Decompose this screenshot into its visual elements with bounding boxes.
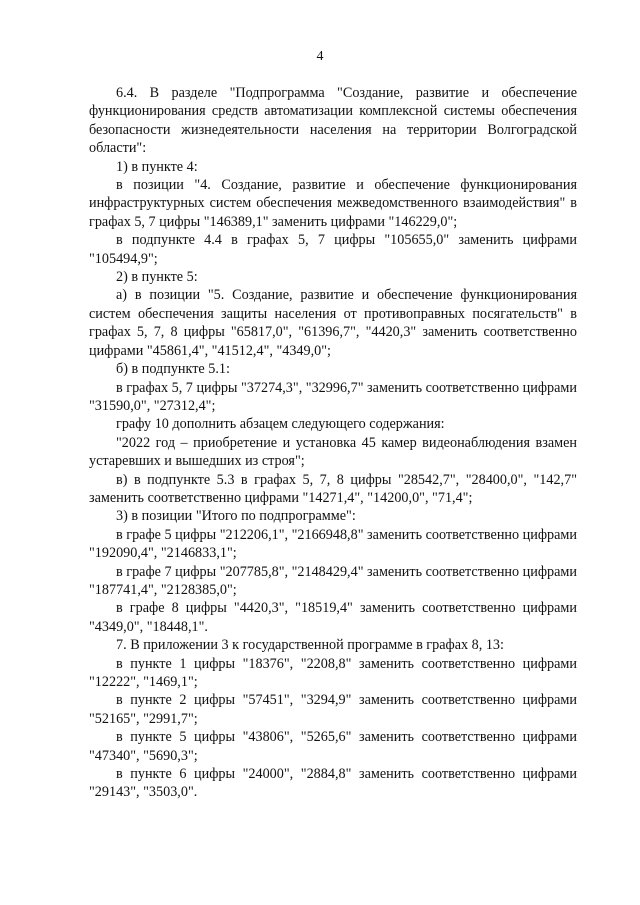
paragraph-column-10: графу 10 дополнить абзацем следующего содержания: — [116, 416, 445, 433]
paragraph-column-8: в графе 8 цифры "4420,3", "18519,4" заменить соответственно цифрами "4349,0", "18448,1". — [89, 600, 577, 635]
paragraph-point-5: в пункте 5 цифры "43806", "5265,6" заменить соответственно цифрами "47340", "5690,3"; — [89, 729, 577, 764]
paragraph-quote-2022: "2022 год – приобретение и установка 45 камер видеонаблюдения взамен устаревших и вышедших из строя"; — [89, 434, 577, 470]
paragraph-subitem-4-4: в подпункте 4.4 в графах 5, 7 цифры "105655,0" заменить цифрами "105494,9"; — [89, 232, 577, 267]
paragraph-column-5: в графе 5 цифры "212206,1", "2166948,8" заменить соответственно цифрами "192090,4", "2146833,1"; — [89, 526, 577, 562]
paragraph-position-5: а) в позиции "5. Создание, развитие и обеспечение функционирования систем обеспечения защиты населения от противоправных посягательств" в графах 5, 7, 8 цифры "65817,0", "61396,7", "4420,3" заменить соответственно цифрами "45861,4", "41512,4", "4349,0"; — [89, 287, 577, 359]
paragraph-total: 3) в позиции "Итого по подпрограмме": — [116, 508, 356, 525]
paragraph-point-6: в пункте 6 цифры "24000", "2884,8" заменить соответственно цифрами "29143", "3503,0". — [89, 766, 577, 801]
paragraph-6-4: 6.4. В разделе "Подпрограмма "Создание, развитие и обеспечение функционирования средств автоматизации комплексной системы обеспечения безопасности жизнедеятельности населения на территории Волгоградской области": — [89, 85, 577, 157]
paragraph-columns-5-7: в графах 5, 7 цифры "37274,3", "32996,7" заменить соответственно цифрами "31590,0", "27312,4"; — [89, 379, 577, 414]
paragraph-subitem-5-1: б) в подпункте 5.1: — [116, 361, 230, 378]
paragraph-point-1: в пункте 1 цифры "18376", "2208,8" заменить соответственно цифрами "12222", "1469,1"; — [89, 655, 577, 690]
paragraph-point-2: в пункте 2 цифры "57451", "3294,9" заменить соответственно цифрами "52165", "2991,7"; — [89, 692, 577, 727]
paragraph-subitem-5-3: в) в подпункте 5.3 в графах 5, 7, 8 цифры "28542,7", "28400,0", "142,7" заменить соответственно цифрами "14271,4", "14200,0", "71,4"; — [89, 471, 577, 506]
page-number: 4 — [316, 49, 324, 64]
paragraph-item-5: 2) в пункте 5: — [116, 269, 198, 286]
document-body — [89, 84, 577, 802]
paragraph-column-7: в графе 7 цифры "207785,8", "2148429,4" заменить соответственно цифрами "187741,4", "2128385,0"; — [89, 563, 577, 598]
paragraph-position-4: в позиции "4. Создание, развитие и обеспечение функционирования инфраструктурных систем обеспечения межведомственного взаимодействия" в графах 5, 7 цифры "146389,1" заменить цифрами "146229,0"; — [89, 177, 577, 230]
paragraph-item-4: 1) в пункте 4: — [116, 158, 198, 175]
paragraph-7: 7. В приложении 3 к государственной программе в графах 8, 13: — [116, 637, 504, 654]
